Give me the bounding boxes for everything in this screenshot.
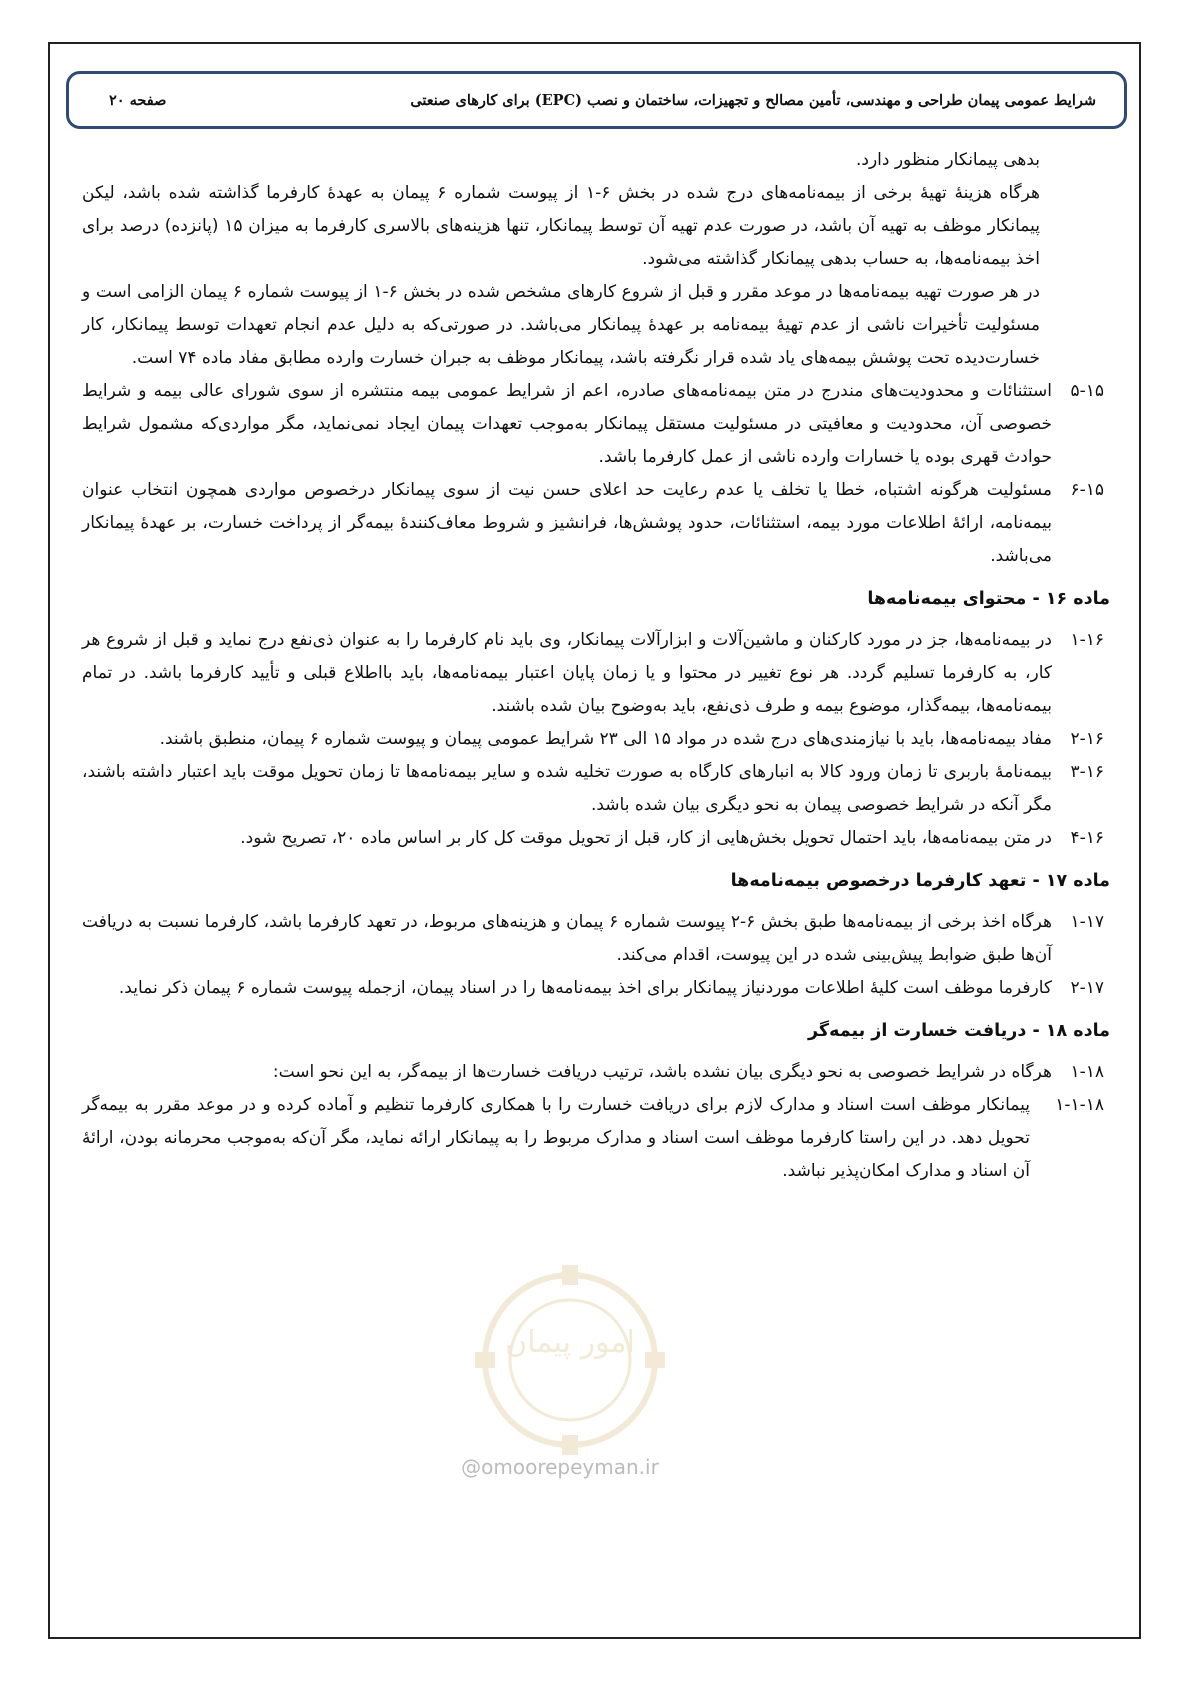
clause-text: استثنائات و محدودیت‌های مندرج در متن بیمه‌نامه‌های صادره، اعم از شرایط عمومی بیمه منتشره از سوی شورای عالی بیمه و شرایط خصوصی آن، محدودیت و معافیتی در مسئولیت مستقل پیمانکار به‌موجب تعهدات پیمان ایجاد نمی‌نماید، مگر مواردی‌که مشمول شرایط حوادث قهری بوده یا خسارات وارده ناشی از عمل کارفرما باشد. — [82, 381, 1052, 467]
clause-text: در بیمه‌نامه‌ها، جز در مورد کارکنان و ماشین‌آلات و ابزارآلات پیمانکار، وی باید نام کارفرما را به عنوان ذی‌نفع درج نماید و قبل از شروع هر کار، به کارفرما تسلیم گردد. هر نوع تغییر در محتوا و یا زمان پایان اعتبار بیمه‌نامه‌ها، باید بااطلاع قبلی و تأیید کارفرما باشد. در تمام بیمه‌نامه‌ها، بیمه‌گذار، موضوع بیمه و طرف ذی‌نفع، باید به‌وضوح بیان شده باشند. — [82, 630, 1052, 716]
paragraph: بدهی پیمانکار منظور دارد. — [855, 150, 1040, 170]
clause-text: هرگاه در شرایط خصوصی به نحو دیگری بیان نشده باشد، ترتیب دریافت خسارت‌ها از بیمه‌گر، به این نحو است: — [272, 1062, 1052, 1082]
clause-number: ۳-۱۶ — [1070, 762, 1104, 782]
clause-item — [82, 723, 1110, 756]
sub-clause-item — [82, 1089, 1110, 1188]
clause-number: ۶-۱۵ — [1070, 480, 1104, 500]
clause-text: مسئولیت هرگونه اشتباه، خطا یا تخلف یا عدم رعایت حد اعلای حسن نیت از سوی پیمانکار درخصوص مواردی همچون انتخاب عنوان بیمه‌نامه، ارائهٔ اطلاعات مورد بیمه، استثنائات، حدود پوشش‌ها، فرانشیز و شروط معاف‌کنندهٔ بیمه‌گر از پرداخت خسارت، بر عهدهٔ پیمانکار می‌باشد. — [82, 480, 1052, 566]
clause-text: مفاد بیمه‌نامه‌ها، باید با نیازمندی‌های درج شده در مواد ۱۵ الی ۲۳ شرایط عمومی پیمان و پیوست شماره ۶ پیمان، منطبق باشند. — [159, 729, 1052, 749]
clause-text: بیمه‌نامهٔ باربری تا زمان ورود کالا به انبارهای کارگاه به صورت تخلیه شده و سایر بیمه‌نامه‌ها تا زمان تحویل موقت باید اعتبار داشته باشند، مگر آنکه در شرایط خصوصی پیمان به نحو دیگری بیان شده باشد. — [82, 762, 1052, 815]
clause-number: ۴-۱۶ — [1070, 828, 1104, 848]
clause-number: ۱-۱۷ — [1070, 912, 1104, 932]
clause-number: ۵-۱۵ — [1070, 381, 1104, 401]
clause-text: هرگاه اخذ برخی از بیمه‌نامه‌ها طبق بخش ۶-۲ پیوست شماره ۶ پیمان و هزینه‌های مربوط، در تعهد کارفرما باشد، کارفرما نسبت به دریافت آن‌ها طبق ضوابط پیش‌بینی شده در این پیوست، اقدام می‌کند. — [82, 912, 1052, 965]
page-header — [66, 71, 1127, 129]
clause-number: ۱-۱۸ — [1070, 1062, 1104, 1082]
clause-number: ۲-۱۷ — [1070, 978, 1104, 998]
document-body — [82, 144, 1110, 1188]
article-heading: ماده ۱۸ - دریافت خسارت از بیمه‌گر — [808, 1021, 1110, 1041]
svg-text:امور پیمان: امور پیمان — [505, 1325, 635, 1360]
page-number: صفحه ۲۰ — [109, 91, 167, 109]
article-heading: ماده ۱۶ - محتوای بیمه‌نامه‌ها — [867, 589, 1110, 609]
paragraph: در هر صورت تهیه بیمه‌نامه‌ها در موعد مقرر و قبل از شروع کارهای مشخص شده در بخش ۶-۱ از پیوست شماره ۶ پیمان الزامی است و مسئولیت تأخیرات ناشی از عدم تهیهٔ بیمه‌نامه بر عهدهٔ پیمانکار می‌باشد. در صورتی‌که به دلیل عدم انجام تعهدات توسط پیمانکار، کار خسارت‌دیده تحت پوشش بیمه‌های یاد شده قرار نگرفته باشد، پیمانکار موظف به جبران خسارت وارده مطابق مفاد ماده ۷۴ است. — [82, 282, 1040, 368]
clause-item — [82, 375, 1110, 474]
clause-number: ۱-۱-۱۸ — [1055, 1095, 1104, 1115]
clause-item — [82, 972, 1110, 1005]
clause-item — [82, 906, 1110, 972]
clause-text: کارفرما موظف است کلیهٔ اطلاعات موردنیاز پیمانکار برای اخذ بیمه‌نامه‌ها را در اسناد پیمان، ازجمله پیوست شماره ۶ پیمان ذکر نماید. — [118, 978, 1052, 998]
clause-number: ۲-۱۶ — [1070, 729, 1104, 749]
paragraph: هرگاه هزینهٔ تهیهٔ برخی از بیمه‌نامه‌های درج شده در بخش ۶-۱ از پیوست شماره ۶ پیمان به عهدهٔ کارفرما گذاشته شده باشد، لیکن پیمانکار موظف به تهیه آن باشد، در صورت عدم تهیه آن توسط پیمانکار، تنها هزینه‌های بالاسری کارفرما به میزان ۱۵ (پانزده) درصد برای اخذ بیمه‌نامه‌ها، به حساب بدهی پیمانکار گذاشته می‌شود. — [82, 183, 1040, 269]
clause-number: ۱-۱۶ — [1070, 630, 1104, 650]
watermark-url: @omoorepeyman.ir — [461, 1455, 659, 1479]
clause-text: پیمانکار موظف است اسناد و مدارک لازم برای دریافت خسارت را با همکاری کارفرما تنظیم و آماده کرده و در موعد مقرر به بیمه‌گر تحویل دهد. در این راستا کارفرما موظف است اسناد و مدارک مربوط را به پیمانکار ارائه نماید، مگر آن‌که به‌موجب محرمانه بودن، ارائهٔ آن اسناد و مدارک امکان‌پذیر نباشد. — [82, 1095, 1030, 1181]
clause-item — [82, 822, 1110, 855]
clause-text: در متن بیمه‌نامه‌ها، باید احتمال تحویل بخش‌هایی از کار، قبل از تحویل موقت کل کار بر اساس ماده ۲۰، تصریح شود. — [240, 828, 1052, 848]
clause-item — [82, 1056, 1110, 1089]
clause-item — [82, 474, 1110, 573]
header-title: شرایط عمومی پیمان طراحی و مهندسی، تأمین مصالح و تجهیزات، ساختمان و نصب (EPC) برای کارهای صنعتی — [410, 91, 1096, 109]
clause-item — [82, 624, 1110, 723]
clause-item — [82, 756, 1110, 822]
article-heading: ماده ۱۷ - تعهد کارفرما درخصوص بیمه‌نامه‌ها — [730, 871, 1110, 891]
